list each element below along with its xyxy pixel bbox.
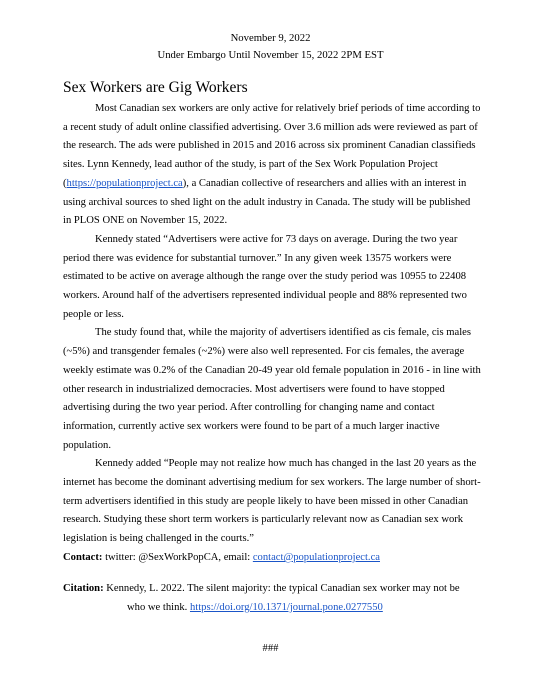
- citation-block: [63, 580, 481, 617]
- contact-text: twitter: @SexWorkPopCA, email:: [102, 552, 253, 563]
- citation-label: Citation:: [63, 583, 104, 594]
- paragraph-3: The study found that, while the majority of advertisers identified as cis female, cis males (~5%) and transgender females (~2%) were also well represented. For cis females, the average weekly estimate was 0.2% of the Canadian 20-49 year old female population in 2016 - in line with other research in industrialized democracies. Most advertisers were found to have stopped advertising during the two year period. After controlling for changing name and contact information, currently active sex workers were found to be part of a much larger inactive population.: [63, 327, 481, 451]
- paragraph-2: Kennedy stated “Advertisers were active for 73 days on average. During the two year period there was evidence for substantial turnover.” In any given week 13575 workers were estimated to be active on average although the range over the study period was 10955 to 22408 workers. Around half of the advertisers represented individual people and 88% represented two people or less.: [63, 233, 467, 320]
- article-body: [63, 100, 481, 549]
- citation-text-2: who we think.: [127, 601, 190, 613]
- citation-text: Kennedy, L. 2022. The silent majority: the typical Canadian sex worker may not be: [103, 583, 460, 594]
- paragraph-4: Kennedy added “People may not realize how much has changed in the last 20 years as the internet has become the dominant advertising medium for sex workers. The large number of short-term advertisers identified in this study are people likely to have been missed in other Canadian research. Studying these short term workers is particularly relevant now as Canadian sex work legislation is being challenged in the courts.”: [63, 458, 481, 545]
- citation-line-2: [63, 599, 481, 618]
- embargo-notice: Under Embargo Until November 15, 2022 2PM EST: [157, 49, 384, 61]
- contact-label: Contact:: [63, 552, 103, 563]
- paragraph-1: [63, 100, 481, 231]
- page-title: Sex Workers are Gig Workers: [63, 79, 248, 96]
- release-date: November 9, 2022: [230, 32, 311, 44]
- paragraph-1-text-b: ), a Canadian collective of researchers and allies with an interest in using archival sources to shed light on the adult industry in Canada. The study will be published in PLOS ONE on November 15, 2022.: [63, 177, 471, 227]
- end-mark: ###: [262, 643, 279, 654]
- project-website-link[interactable]: https://populationproject.ca: [66, 177, 183, 189]
- contact-line: [63, 549, 481, 568]
- citation-line-1: [63, 580, 481, 599]
- doi-link[interactable]: https://doi.org/10.1371/journal.pone.0277550: [189, 601, 383, 613]
- release-header: [0, 30, 541, 64]
- paragraph-1-text-a: Most Canadian sex workers are only active for relatively brief periods of time according to a recent study of adult online classified advertising. Over 3.6 million ads were reviewed as part of the research. The ads were published in 2015 and 2016 across six prominent Canadian classifieds sites. Lynn Kennedy, lead author of the study, is part of the Sex Work Population Project (: [63, 103, 481, 189]
- contact-email-link[interactable]: contact@populationproject.ca: [252, 552, 380, 563]
